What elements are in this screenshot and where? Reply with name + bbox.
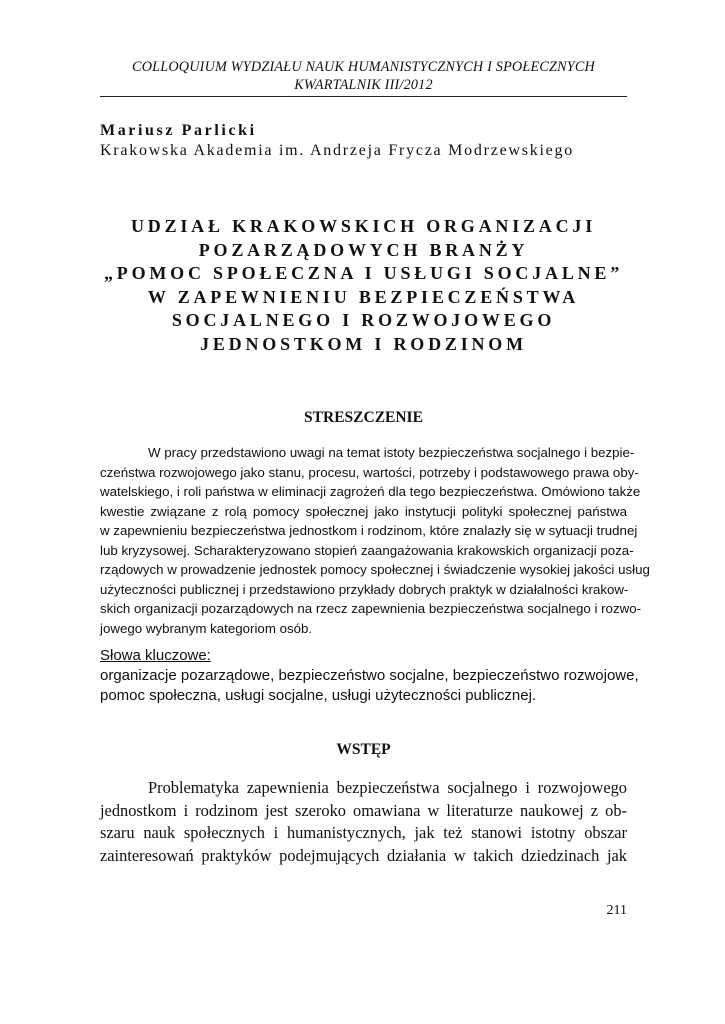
author-affiliation: Krakowska Akademia im. Andrzeja Frycza Modrzewskiego (100, 142, 574, 159)
header-rule (100, 96, 627, 97)
keywords-line: pomoc społeczna, usługi socjalne, usługi użyteczności publicznej. (100, 687, 537, 704)
title-line: W ZAPEWNIENIU BEZPIECZEŃSTWA (147, 286, 580, 307)
title-line: „POMOC SPOŁECZNA I USŁUGI SOCJALNE” (103, 263, 624, 284)
abstract-line: kwestie związane z rolą pomocy społecznej jako instytucji polityki społecznej państwa (100, 503, 627, 519)
body-line: szaru nauk społecznych i humanistycznych, jak też stanowi istotny obszar (100, 823, 627, 842)
author-name: Mariusz Parlicki (100, 122, 257, 139)
title-line: SOCJALNEGO I ROZWOJOWEGO (171, 310, 556, 331)
title-line: POZARZĄDOWYCH BRANŻY (198, 239, 529, 260)
abstract-line: lub kryzysowej. Scharakteryzowano stopień zaangażowania krakowskich organizacji poza- (100, 542, 634, 558)
introduction-paragraph (100, 777, 627, 867)
abstract-line: W pracy przedstawiono uwagi na temat istoty bezpieczeństwa socjalnego i bezpie- (148, 445, 635, 460)
abstract-heading: STRESZCZENIE (304, 409, 423, 426)
title-line: UDZIAŁ KRAKOWSKICH ORGANIZACJI (130, 216, 597, 236)
abstract-line: użyteczności publicznej i przedstawiono przykłady dobrych praktyk w działalności krakow- (100, 581, 629, 597)
introduction-heading: WSTĘP (336, 741, 391, 758)
abstract-line: watelskiego, i roli państwa w eliminacji zagrożeń dla tego bezpieczeństwa. Omówiono także (100, 484, 641, 499)
abstract-line: rządowych w prowadzenie jednostek pomocy społecznej i świadczenie wysokiej jakości usług (100, 562, 650, 577)
body-line: zainteresowań praktyków podejmujących działania w takich dziedzinach jak (100, 845, 627, 865)
abstract-line: czeństwa rozwojowego jako stanu, procesu, wartości, potrzeby i podstawowego prawa oby- (100, 464, 639, 480)
body-line: Problematyka zapewnienia bezpieczeństwa socjalnego i rozwojowego (148, 778, 627, 797)
abstract-paragraph (100, 443, 650, 638)
article-title (100, 215, 627, 357)
running-header (100, 58, 627, 94)
keywords-line: organizacje pozarządowe, bezpieczeństwo socjalne, bezpieczeństwo rozwojowe, (100, 667, 639, 684)
journal-title: COLLOQUIUM WYDZIAŁU NAUK HUMANISTYCZNYCH I SPOŁECZNYCH (132, 59, 595, 75)
journal-issue: KWARTALNIK III/2012 (294, 77, 433, 93)
abstract-line: w zapewnieniu bezpieczeństwa jednostkom i rodzinom, które znalazły się w sytuacji trudnej (100, 523, 638, 538)
keywords-label: Słowa kluczowe: (100, 647, 211, 664)
page-number: 211 (606, 903, 627, 918)
abstract-line: skich organizacji pozarządowych na rzecz zapewnienia bezpieczeństwa socjalnego i rozwo- (100, 601, 642, 616)
body-line: jednostkom i rodzinom jest szeroko omawiana w literaturze naukowej z ob- (100, 800, 627, 820)
keywords-block (100, 646, 639, 706)
abstract-line: jowego wybranym kategoriom osób. (100, 620, 313, 636)
title-line: JEDNOSTKOM I RODZINOM (200, 333, 527, 354)
